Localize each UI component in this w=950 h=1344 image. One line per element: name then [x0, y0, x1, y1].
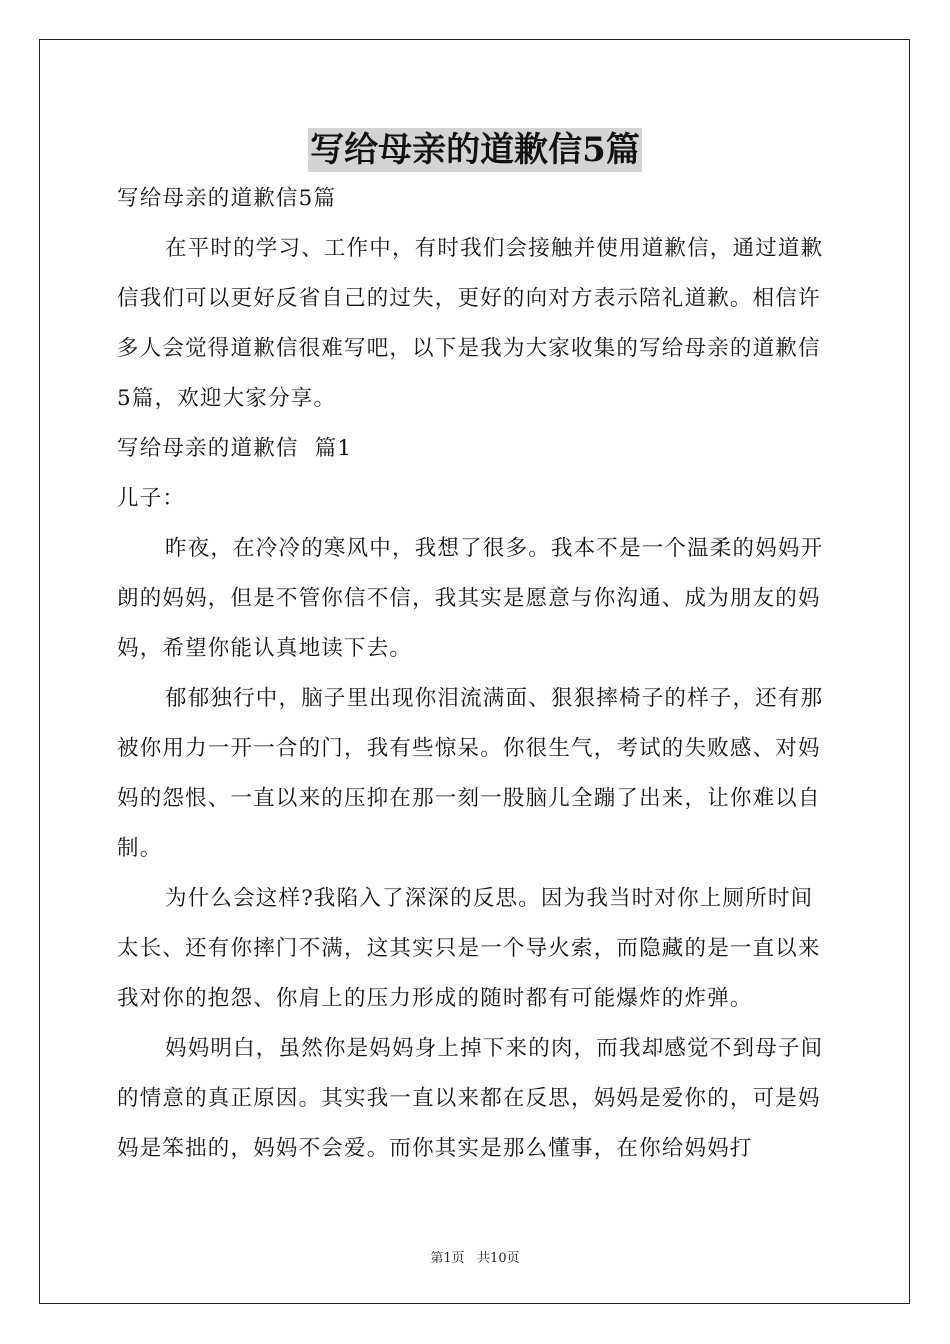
subtitle: 写给母亲的道歉信5篇: [117, 186, 337, 211]
title-container: [0, 128, 950, 172]
page-number: 第1页 共10页: [430, 1251, 520, 1266]
body-paragraph: 为什么会这样?我陷入了深深的反思。因为我当时对你上厕所时间太长、还有你摔门不满，这其实只是一个导火索，而隐藏的是一直以来我对你的抱怨、你肩上的压力形成的随时都有可能爆炸的炸弹。: [117, 886, 821, 1011]
body-paragraph: 昨夜，在冷冷的寒风中，我想了很多。我本不是一个温柔的妈妈开朗的妈妈，但是不管你信不信，我其实是愿意与你沟通、成为朋友的妈妈，希望你能认真地读下去。: [117, 536, 824, 661]
salutation: 儿子：: [117, 486, 186, 511]
document-title: 写给母亲的道歉信5篇: [310, 130, 640, 170]
page-footer: [0, 1247, 950, 1266]
body-paragraph: 妈妈明白，虽然你是妈妈身上掉下来的肉，而我却感觉不到母子间的情意的真正原因。其实我一直以来都在反思，妈妈是爱你的，可是妈妈是笨拙的，妈妈不会爱。而你其实是那么懂事，在你给妈妈打: [117, 1036, 824, 1161]
intro-paragraph: 在平时的学习、工作中，有时我们会接触并使用道歉信，通过道歉信我们可以更好反省自己的过失，更好的向对方表示陪礼道歉。相信许多人会觉得道歉信很难写吧，以下是我为大家收集的写给母亲的道歉信5篇，欢迎大家分享。: [117, 236, 824, 411]
document-body: [117, 174, 833, 1174]
section-heading: 写给母亲的道歉信 篇1: [117, 436, 353, 461]
body-paragraph: 郁郁独行中，脑子里出现你泪流满面、狠狠摔椅子的样子，还有那被你用力一开一合的门，我有些惊呆。你很生气，考试的失败感、对妈妈的怨恨、一直以来的压抑在那一刻一股脑儿全蹦了出来，让你难以自制。: [117, 686, 824, 861]
